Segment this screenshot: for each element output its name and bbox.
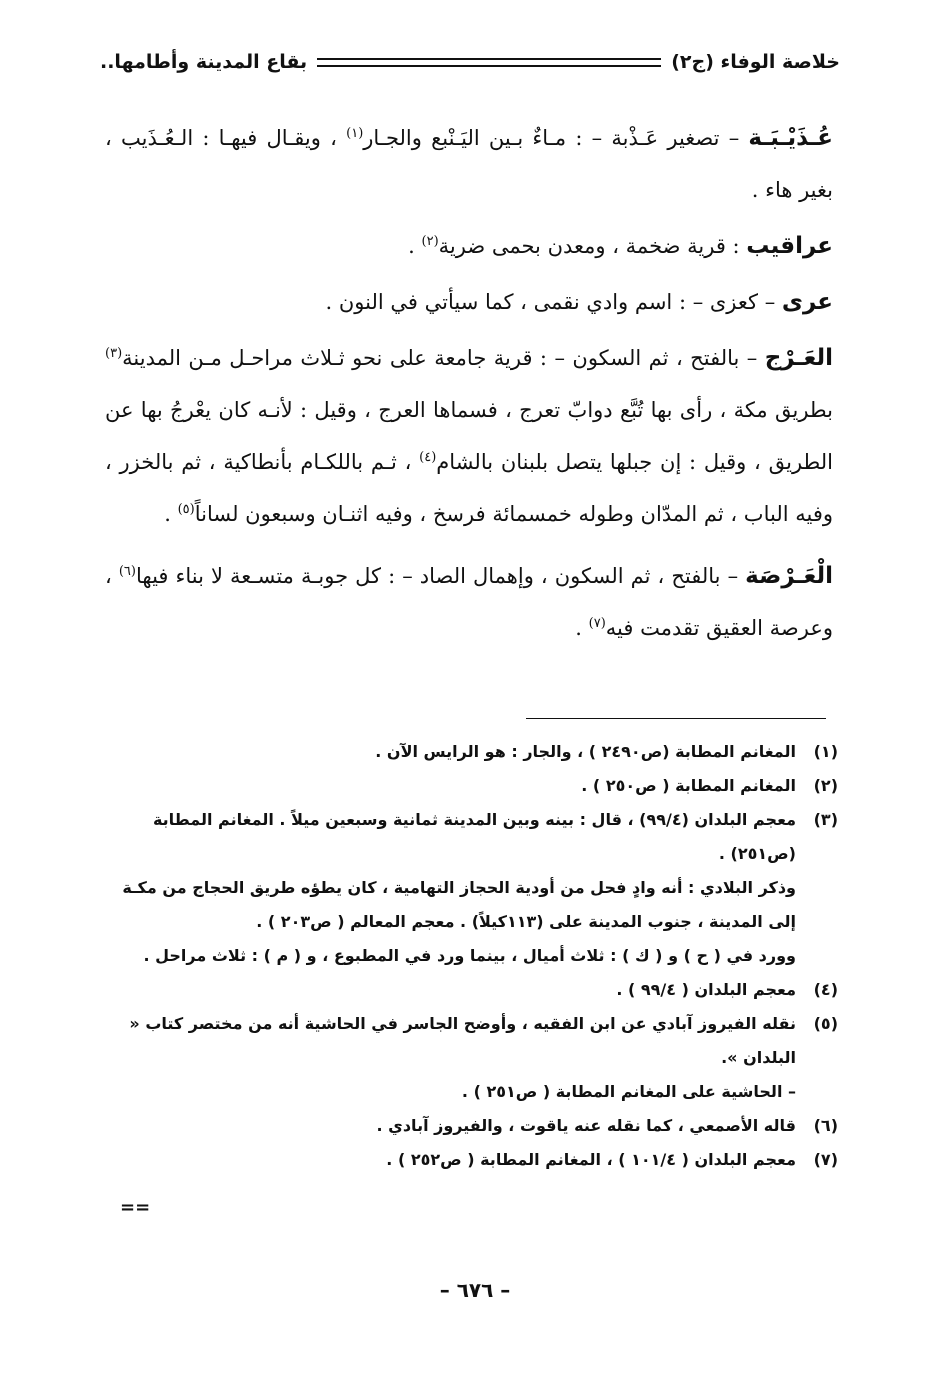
entry-udhayba: عُـذَيْـبَـة – تصغير عَـذْبة – : مـاءٌ بـين اليَـنْبع والجـار$^{(١)}$ ، ويقـال فيهـا : الـعُـذَيب ، بغير هاء . (105, 125, 833, 202)
footnote-6 (105, 1109, 838, 1143)
footnote-text: قاله الأصمعي ، كما نقله عنه ياقوت ، والفيروز آبادي . (376, 1116, 796, 1135)
footnote-divider (526, 718, 826, 719)
footnote-ref: (٦) (118, 564, 136, 579)
footnote-ref: (٥) (177, 502, 195, 517)
footnote-number: (٣) (813, 810, 838, 829)
footnote-ref: (٣) (105, 346, 123, 361)
footnote-ref: (٤) (419, 450, 437, 465)
footnote-text: معجم البلدان (٩٩/٤) ، قال : بينه وبين المدينة ثمانية وسبعين ميلاً . المغانم المطابة (ص٢٥١) . (152, 810, 796, 863)
footnote-number: (٥) (813, 1014, 838, 1033)
entry-araqib: عراقيب : قرية ضخمة ، ومعدن بحمى ضرية$^{(٢)}$ . (408, 233, 833, 259)
entry-headword: عُـذَيْـبَـة (748, 125, 833, 151)
running-header (100, 44, 840, 80)
footnotes (105, 735, 838, 1177)
footnote-ref: (٧) (588, 616, 606, 631)
page-number: – ٦٧٦ – (439, 1278, 511, 1302)
section-title: بقاع المدينة وأطامها.. (100, 51, 308, 73)
footnote-ref: (٢) (421, 234, 439, 249)
footnote-1 (105, 735, 838, 769)
footnote-ref: (١) (346, 126, 364, 141)
footnote-number: (٤) (813, 980, 838, 999)
footnote-text: نقله الفيروز آبادي عن ابن الفقيه ، وأوضح الجاسر في الحاشية أنه من مختصر كتاب « البلدان ». (129, 1014, 796, 1067)
footnote-number: (٦) (813, 1116, 838, 1135)
entry-al-arj: العَـرْج – بالفتح ، ثم السكون – : قرية جامعة على نحو ثـلاث مراحـل مـن المدينة$^{(٣)}$ بطريق مكة ، رأى بها تُبَّع دوابّ تعرج ، فسماها العرج ، وقيل : لأنـه كان يعْرجُ بها عن الطريق ، وقيل : إن جبلها يتصل بلبنان بالشام$^{(٤)}$ ، ثـم باللكـام بأنطاكية ، ثم بالخزر ، وفيه الباب ، ثم المدّان وطوله خمسمائة فرسخ ، وفيه اثنـان وسبعون لساناً$^{(٥)}$ . (105, 345, 833, 526)
entry-headword: العَـرْج (764, 345, 833, 371)
footnote-number: (٧) (813, 1150, 838, 1169)
footnote-number: (٢) (813, 776, 838, 795)
end-mark: == (120, 1197, 151, 1218)
footnote-3 (105, 803, 838, 973)
footnote-text: المغانم المطابة (ص٢٤٩٠ ) ، والجار : هو الرايس الآن . (375, 742, 796, 761)
entry-al-arsa: الْعَـرْصَة – بالفتح ، ثم السكون ، وإهمال الصاد – : كل جوبـة متسـعة لا بناء فيها$^{(٦)}$ ، وعرصة العقيق تقدمت فيه$^{(٧)}$ . (105, 563, 833, 640)
header-rule (317, 58, 661, 67)
footnote-4 (105, 973, 838, 1007)
footnote-text: المغانم المطابة ( ص٢٥٠ ) . (581, 776, 796, 795)
footnote-2 (105, 769, 838, 803)
footnote-number: (١) (813, 742, 838, 761)
entry-ara: عرى – كعزى – : اسم وادي نقمى ، كما سيأتي في النون . (325, 289, 833, 315)
footnote-text: معجم البلدان ( ١٠١/٤ ) ، المغانم المطابة ( ص٢٥٢ ) . (386, 1150, 796, 1169)
entry-headword: الْعَـرْصَة (745, 563, 833, 589)
footnote-text: – الحاشية على المغانم المطابة ( ص٢٥١ ) . (461, 1082, 796, 1101)
book-title: خلاصة الوفاء (ج٢) (671, 51, 840, 73)
entries-body (105, 112, 833, 658)
footnote-text: معجم البلدان ( ٩٩/٤ ) . (616, 980, 796, 999)
footnote-7 (105, 1143, 838, 1177)
footnote-text: وورد في ( ح ) و ( ك ) : ثلاث أميال ، بينما ورد في المطبوع ، و ( م ) : ثلاث مراحل . (143, 946, 796, 965)
footnote-text: وذكر البلادي : أنه وادٍ فحل من أودية الحجاز التهامية ، كان يطؤه طريق الحجاج من مكـة إلى المدينة ، جنوب المدينة على (١١٣كيلاً) . معجم المعالم ( ص٢٠٣ ) . (122, 878, 796, 931)
entry-headword: عرى (781, 289, 833, 315)
entry-headword: عراقيب (746, 233, 833, 259)
footnote-5 (105, 1007, 838, 1109)
